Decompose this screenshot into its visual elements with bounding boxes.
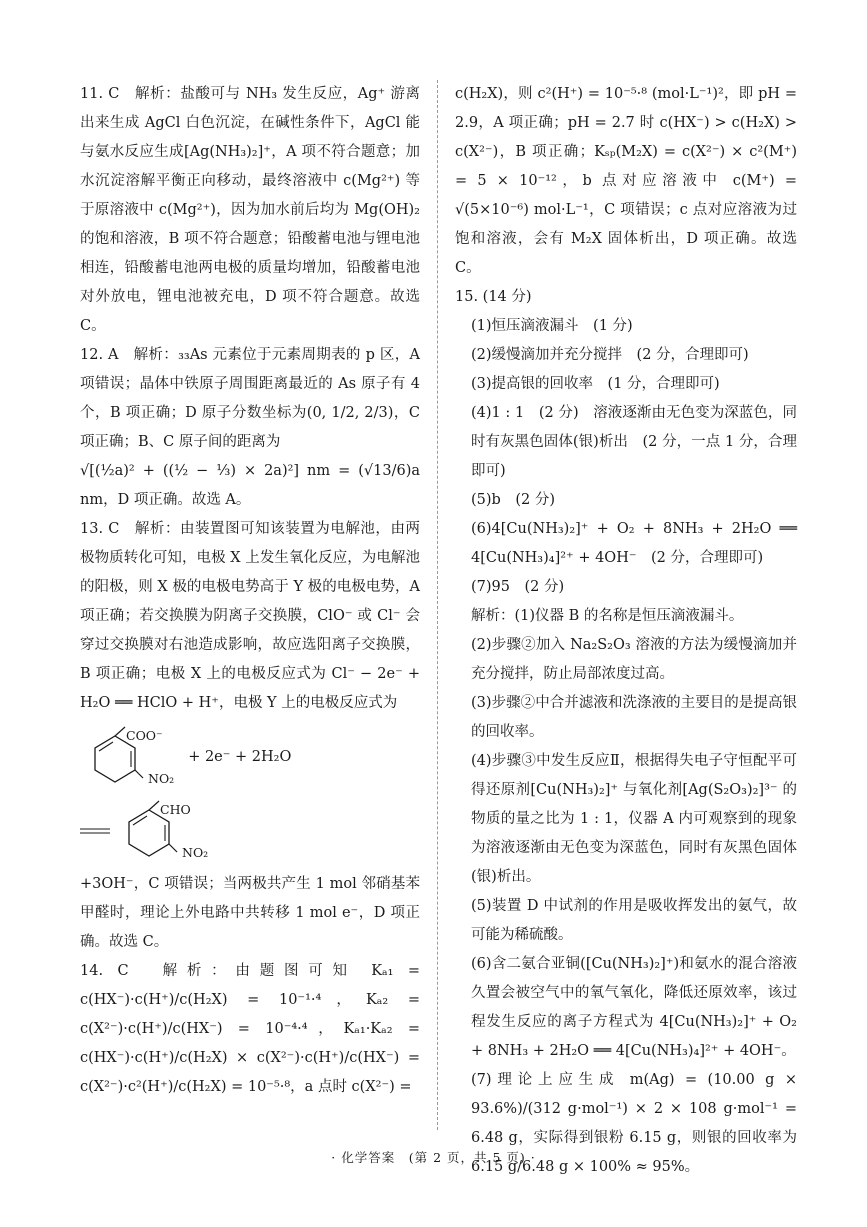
nitro-label-1: NO₂	[148, 771, 175, 786]
q15-analysis-3: (3)步骤②中合并滤液和洗涤液的主要目的是提高银的回收率。	[471, 695, 797, 740]
nitro-label-2: NO₂	[182, 845, 209, 860]
q15-analysis-2: (2)步骤②加入 Na₂S₂O₃ 溶液的方法为缓慢滴加并充分搅拌，防止局部浓度过高。	[471, 637, 797, 682]
carboxylate-label: COO⁻	[126, 728, 163, 743]
answer-14-part2: c(H₂X)，则 c²(H⁺) = 10⁻⁵·⁸ (mol·L⁻¹)²，即 pH = 2.9，A 项正确；pH = 2.7 时 c(HX⁻) > c(H₂X) > c(X²⁻)，B 项正确；Kₛₚ(M₂X) = c(X²⁻) × c²(M⁺) = 5 × 10⁻¹²，b 点对应溶液中 c(M⁺) = √(5×10⁻⁶) mol·L⁻¹，C 项错误；c 点对应溶液为过饱和溶液，会有 M₂X 固体析出，D 项正确。故选 C。	[455, 86, 797, 276]
q15-analysis-7: (7)理论上应生成 m(Ag) = (10.00 g × 93.6%)/(312 g·mol⁻¹) × 2 × 108 g·mol⁻¹ = 6.48 g，实际得到银粉 6.15 g，则银的回收率为 6.15 g/6.48 g × 100% ≈ 95%。	[471, 1072, 797, 1175]
q15-item-5: (5)b (2 分)	[471, 492, 555, 508]
aldehyde-label: CHO	[160, 802, 191, 817]
q15-item-3: (3)提高银的回收率 (1 分，合理即可)	[471, 376, 720, 392]
q15-item-7: (7)95 (2 分)	[471, 579, 565, 595]
answer-13-part1: 13. C 解析：由装置图可知该装置为电解池，由两极物质转化可知，电极 X 上发生氧化反应，为电解池的阳极，则 X 极的电极电势高于 Y 极的电极电势，A 项正确；若交换膜为阴离子交换膜，ClO⁻ 或 Cl⁻ 会穿过交换膜对右池造成影响，故应选阳离子交换膜，B 项正确；电极 X 上的电极反应式为 Cl⁻ − 2e⁻ + H₂O ══ HClO + H⁺，电极 Y 上的电极反应式为	[80, 521, 420, 711]
electrode-product	[80, 796, 420, 866]
answer-12-part1: 12. A 解析：₃₃As 元素位于元素周期表的 p 区，A 项错误；晶体中铁原子周围距离最近的 As 原子有 4 个，B 项正确；D 原子分数坐标为(0, 1/2, 2/3)，C 项正确；B、C 原子间的距离为	[80, 347, 420, 450]
q15-heading: 15. (14 分)	[455, 289, 532, 305]
electrode-equation	[80, 722, 420, 792]
q15-item-1: (1)恒压滴液漏斗 (1 分)	[471, 318, 633, 334]
equals-sign	[80, 826, 110, 836]
column-divider	[437, 80, 438, 1130]
q15-analysis-6: (6)含二氨合亚铜([Cu(NH₃)₂]⁺)和氨水的混合溶液久置会被空气中的氧气氧化，降低还原效率，该过程发生反应的离子方程式为 4[Cu(NH₃)₂]⁺ + O₂ + 8NH₃ + 2H₂O ══ 4[Cu(NH₃)₄]²⁺ + 4OH⁻。	[471, 956, 797, 1059]
q15-item-6: (6)4[Cu(NH₃)₂]⁺ + O₂ + 8NH₃ + 2H₂O ══ 4[Cu(NH₃)₄]²⁺ + 4OH⁻ (2 分，合理即可)	[471, 521, 797, 566]
page-footer: · 化学答案 (第 2 页，共 5 页) ·	[331, 1150, 536, 1165]
q15-item-4: (4)1 : 1 (2 分) 溶液逐渐由无色变为深蓝色，同时有灰黑色固体(银)析出 (2 分，一点 1 分，合理即可)	[471, 405, 797, 479]
answer-14-part1: 14. C 解析：由题图可知 Kₐ₁ = c(HX⁻)·c(H⁺)/c(H₂X) = 10⁻¹·⁴，Kₐ₂ = c(X²⁻)·c(H⁺)/c(HX⁻) = 10⁻⁴·⁴，Kₐ₁·Kₐ₂ = c(HX⁻)·c(H⁺)/c(H₂X) × c(X²⁻)·c(H⁺)/c(HX⁻) = c(X²⁻)·c²(H⁺)/c(H₂X) = 10⁻⁵·⁸，a 点时 c(X²⁻) =	[80, 963, 420, 1095]
answer-11: 11. C 解析：盐酸可与 NH₃ 发生反应，Ag⁺ 游离出来生成 AgCl 白色沉淀，在碱性条件下，AgCl 能与氨水反应生成[Ag(NH₃)₂]⁺，A 项不符合题意；加水沉淀溶解平衡正向移动，最终溶液中 c(Mg²⁺) 等于原溶液中 c(Mg²⁺)，因为加水前后均为 Mg(OH)₂ 的饱和溶液，B 项不符合题意；铅酸蓄电池与锂电池相连，铅酸蓄电池两电极的质量均增加，铅酸蓄电池对外放电，锂电池被充电，D 项不符合题意。故选 C。	[80, 86, 420, 334]
answer-13-part2: +3OH⁻，C 项错误；当两极共产生 1 mol 邻硝基苯甲醛时，理论上外电路中共转移 1 mol e⁻，D 项正确。故选 C。	[80, 876, 420, 950]
q15-analysis-4: (4)步骤③中发生反应Ⅱ，根据得失电子守恒配平可得还原剂[Cu(NH₃)₂]⁺ 与氧化剂[Ag(S₂O₃)₂]³⁻ 的物质的量之比为 1 : 1，仪器 A 内可观察到的现象为溶液逐渐由无色变为深蓝色，同时有灰黑色固体(银)析出。	[471, 753, 797, 885]
q15-analysis-5: (5)装置 D 中试剂的作用是吸收挥发出的氨气，故可能为稀硫酸。	[471, 898, 797, 943]
q15-item-2: (2)缓慢滴加并充分搅拌 (2 分，合理即可)	[471, 347, 749, 363]
reaction-terms: + 2e⁻ + 2H₂O	[188, 748, 292, 765]
left-column	[80, 80, 420, 1102]
answer-12-part2: √[(½a)² + ((½ − ⅓) × 2a)²] nm = (√13/6)a nm，D 项正确。故选 A。	[80, 463, 420, 508]
q15-analysis-1: 解析：(1)仪器 B 的名称是恒压滴液漏斗。	[471, 608, 744, 624]
right-column	[455, 80, 797, 1182]
